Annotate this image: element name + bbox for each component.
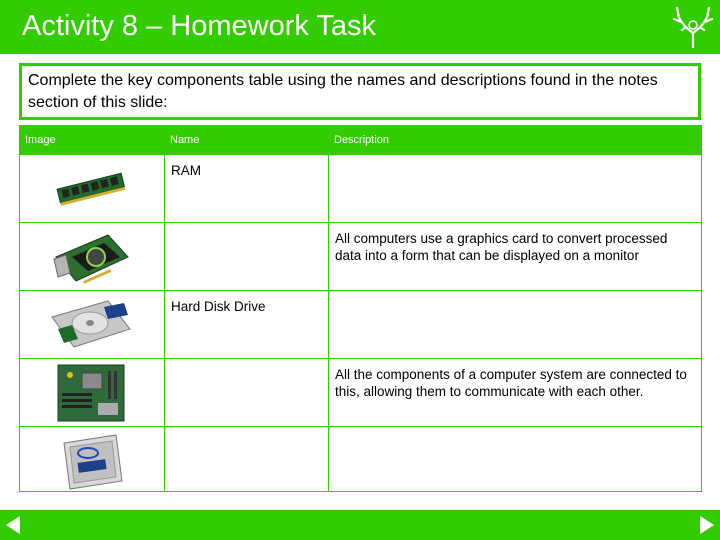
table-row <box>20 222 701 290</box>
name-cell[interactable] <box>165 223 329 290</box>
instructions-box <box>19 63 701 120</box>
graphics-card-icon <box>48 227 134 287</box>
previous-slide-icon[interactable] <box>0 510 24 540</box>
table-row <box>20 426 701 492</box>
image-cell <box>20 359 165 426</box>
header-name: Name <box>170 134 200 146</box>
description-cell[interactable] <box>329 291 701 358</box>
slide-header <box>0 0 720 54</box>
hard-disk-drive-icon <box>48 295 134 355</box>
table-row <box>20 154 701 222</box>
description-cell[interactable] <box>329 427 701 492</box>
name-cell[interactable] <box>165 291 329 358</box>
slide-title: Activity 8 – Homework Task <box>22 10 377 42</box>
cpu-chip-icon <box>48 431 134 491</box>
table-header-row <box>20 126 701 154</box>
name-cell[interactable] <box>165 155 329 222</box>
description-cell[interactable] <box>329 223 701 290</box>
component-description: All computers use a graphics card to convert processed data into a form that can be displayed on a monitor <box>335 231 668 263</box>
deer-antler-logo-icon <box>668 3 718 51</box>
description-cell[interactable] <box>329 359 701 426</box>
component-description: All the components of a computer system are connected to this, allowing them to communicate with each other. <box>335 367 687 399</box>
ram-stick-icon <box>48 159 134 219</box>
image-cell <box>20 155 165 222</box>
slide-footer <box>0 510 720 540</box>
table-row <box>20 358 701 426</box>
table-row <box>20 290 701 358</box>
key-components-table <box>19 125 702 492</box>
description-cell[interactable] <box>329 155 701 222</box>
component-name: Hard Disk Drive <box>171 299 266 314</box>
header-image: Image <box>25 134 56 146</box>
component-name: RAM <box>171 163 201 178</box>
header-description: Description <box>334 134 390 146</box>
image-cell <box>20 223 165 290</box>
name-cell[interactable] <box>165 427 329 492</box>
next-slide-icon[interactable] <box>696 510 720 540</box>
image-cell <box>20 427 165 492</box>
name-cell[interactable] <box>165 359 329 426</box>
instructions-text: Complete the key components table using the names and descriptions found in the notes section of this slide: <box>28 72 658 111</box>
motherboard-icon <box>48 363 134 423</box>
image-cell <box>20 291 165 358</box>
